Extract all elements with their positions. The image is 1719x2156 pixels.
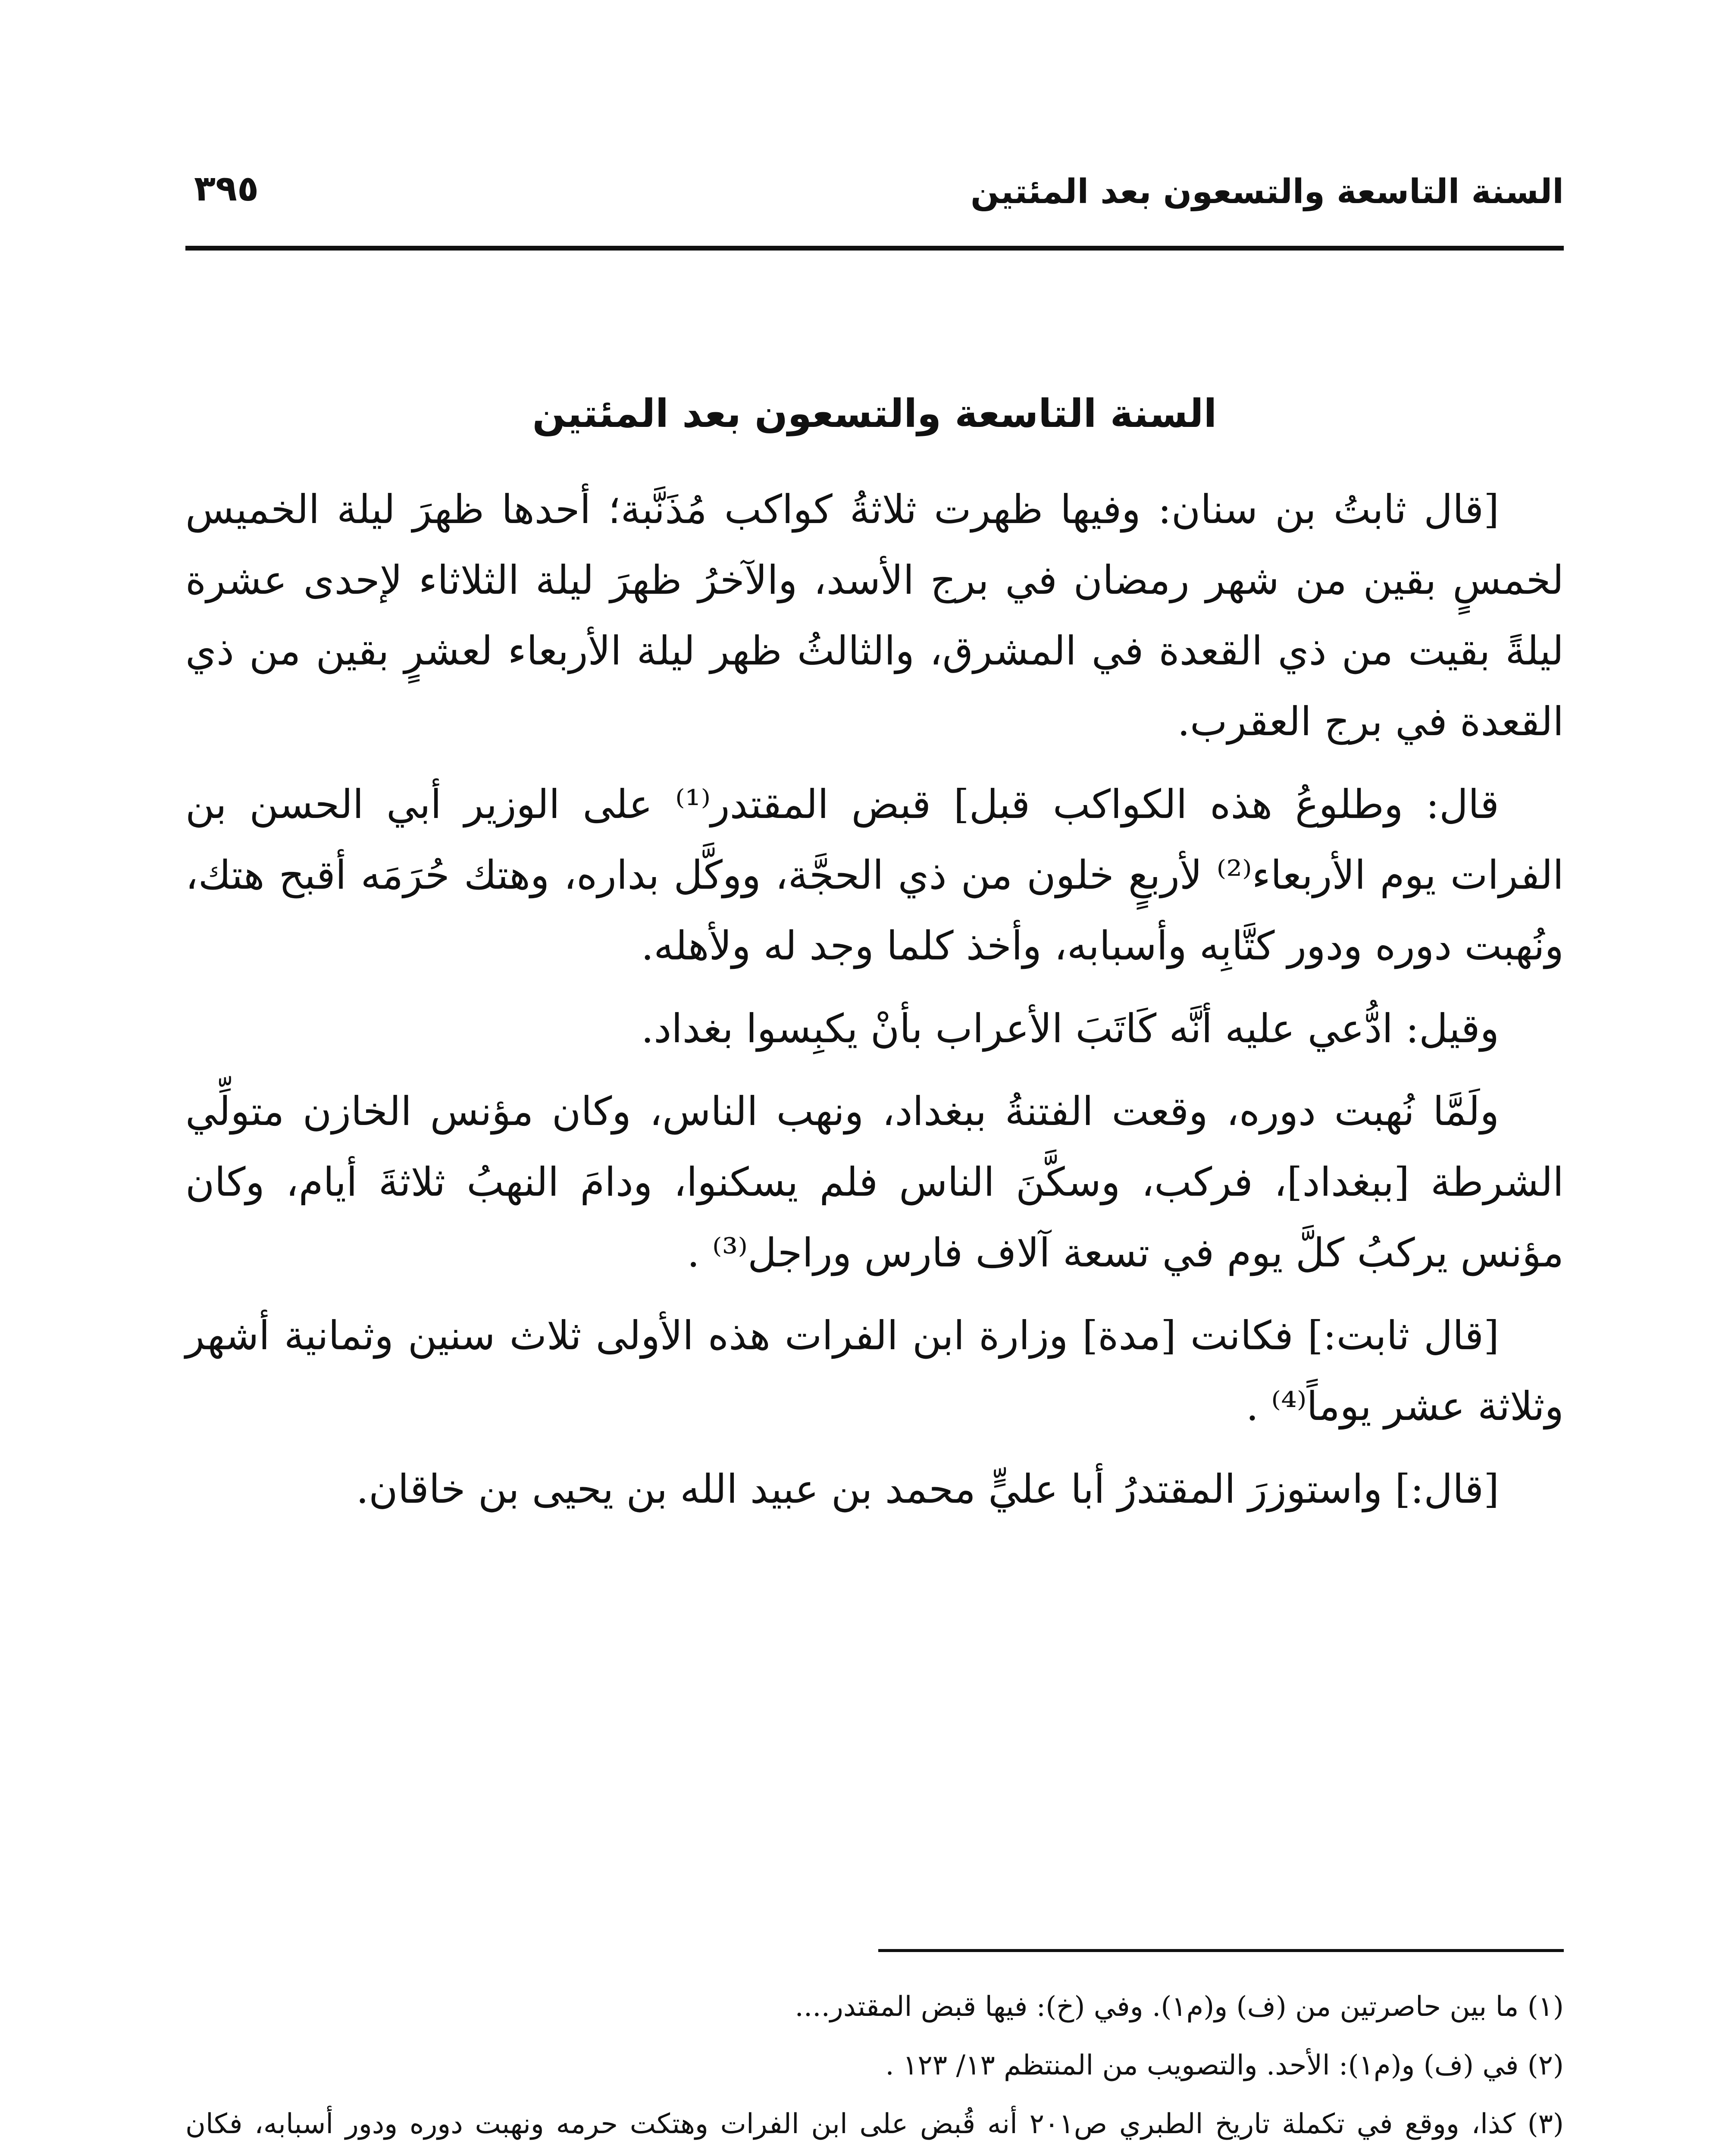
footnote-2: (٢) في (ف) و(م١): الأحد. والتصويب من المنتظم ١٣/ ١٢٣ . [885,2049,1564,2081]
paragraph-2: قال: وطلوعُ هذه الكواكب قبل] قبض المقتدر⁽¹⁾ على الوزير أبي الحسن بن الفرات يوم الأربعاء⁽²⁾ لأربعٍ خلون من ذي الحجَّة، ووكَّل بداره، وهتك حُرَمَه أقبح هتك، ونُهبت دوره ودور كتَّابِه وأسبابه، وأخذ كلما وجد له ولأهله. [185,781,1564,969]
paragraph-6: [قال:] واستوزرَ المقتدرُ أبا عليٍّ محمد بن عبيد الله بن يحيى بن خاقان. [356,1466,1499,1512]
running-title: السنة التاسعة والتسعون بعد المئتين [971,172,1564,211]
footnote-3: (٣) كذا، ووقع في تكملة تاريخ الطبري ص٢٠١ أنه قُبض على ابن الفرات وهتكت حرمه ونهبت دوره ودور أسبابه، فكان [185,2108,1564,2140]
paragraph-4: ولَمَّا نُهبت دوره، وقعت الفتنةُ ببغداد، ونهب الناس، وكان مؤنس الخازن متولِّي الشرطة [ببغداد]، فركب، وسكَّنَ الناس فلم يسكنوا، ودامَ النهبُ ثلاثةَ أيام، وكان مؤنس يركبُ كلَّ يوم في تسعة آلاف فارس وراجل⁽³⁾ . [185,1088,1564,1276]
paragraph-3: وقيل: ادُّعي عليه أنَّه كَاتَبَ الأعراب بأنْ يكبِسوا بغداد. [641,1006,1499,1052]
running-header [185,155,1564,241]
paragraph-5: [قال ثابت:] فكانت [مدة] وزارة ابن الفرات هذه الأولى ثلاث سنين وثمانية أشهر وثلاثة عشر يوماً⁽⁴⁾ . [185,1313,1564,1429]
page-number: ٣٩٥ [194,168,259,209]
section-title: السنة التاسعة والتسعون بعد المئتين [532,391,1217,436]
footnote-rule [878,1949,1564,1952]
main-text [185,379,1564,1537]
footnotes [185,1979,1564,2156]
header-rule [185,246,1564,251]
footnote-1: (١) ما بين حاصرتين من (ف) و(م١). وفي (خ): فيها قبض المقتدر.... [795,1991,1564,2023]
paragraph-1: [قال ثابتُ بن سنان: وفيها ظهرت ثلاثةُ كواكب مُذَنَّبة؛ أحدها ظهرَ ليلة الخميس لخمسٍ بقين من شهر رمضان في برج الأسد، والآخرُ ظهرَ ليلة الثلاثاء لإحدى عشرة ليلةً بقيت من ذي القعدة في المشرق، والثالثُ ظهر ليلة الأربعاء لعشرٍ بقين من ذي القعدة في برج العقرب. [185,486,1564,745]
